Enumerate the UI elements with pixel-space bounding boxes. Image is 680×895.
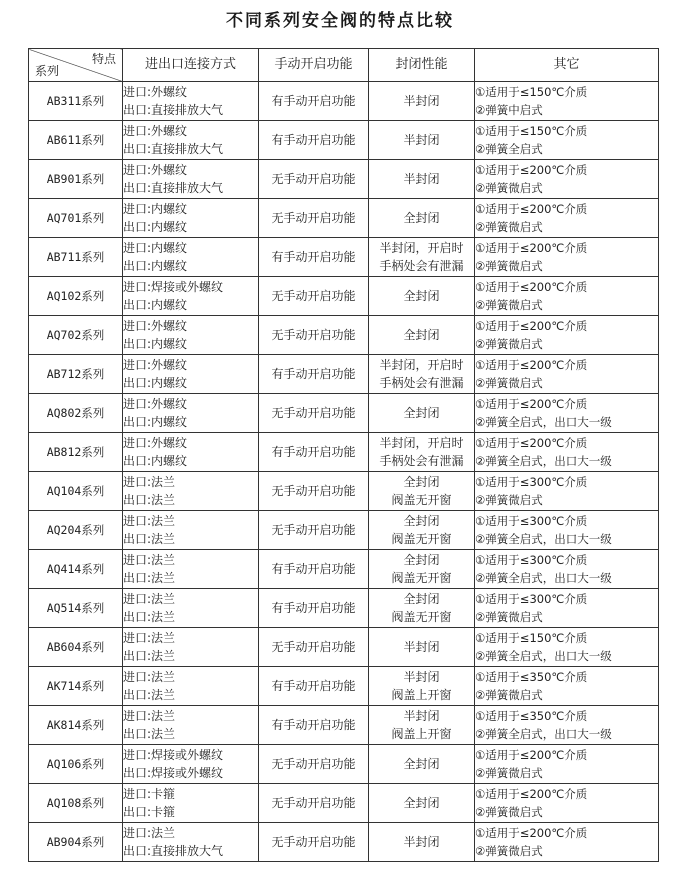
outlet-text: 出口:内螺纹 (123, 415, 188, 429)
table-row (29, 355, 659, 394)
ports-cell (123, 784, 259, 823)
inlet-text: 进口:法兰 (123, 670, 176, 684)
table-row (29, 433, 659, 472)
header-other: 其它 (475, 49, 659, 82)
other-text-1: ①适用于≤150℃介质 (475, 124, 588, 138)
other-cell (475, 745, 659, 784)
inlet-text: 进口:法兰 (123, 826, 176, 840)
inlet-text: 进口:法兰 (123, 475, 176, 489)
series-name: AB311系列 (46, 94, 105, 108)
table-row (29, 706, 659, 745)
outlet-text: 出口:内螺纹 (123, 259, 188, 273)
seal-cell (369, 511, 475, 550)
seal-cell (369, 355, 475, 394)
manual-text: 有手动开启功能 (271, 601, 356, 615)
seal-cell (369, 316, 475, 355)
other-text-2: ②弹簧中启式 (475, 103, 543, 117)
manual-text: 无手动开启功能 (271, 211, 356, 225)
series-name: AB901系列 (46, 172, 105, 186)
ports-cell (123, 433, 259, 472)
manual-text: 无手动开启功能 (271, 523, 356, 537)
seal-text-1: 全封闭 (403, 211, 440, 225)
series-name: AQ514系列 (46, 601, 105, 615)
header-manual: 手动开启功能 (259, 49, 369, 82)
outlet-text: 出口:直接排放大气 (123, 844, 224, 858)
manual-cell (259, 160, 369, 199)
series-cell (29, 745, 123, 784)
table-row (29, 745, 659, 784)
manual-cell (259, 121, 369, 160)
seal-text-1: 半封闭 (403, 94, 440, 108)
other-cell (475, 706, 659, 745)
series-cell (29, 238, 123, 277)
series-name: AQ701系列 (46, 211, 105, 225)
seal-cell (369, 784, 475, 823)
other-text-1: ①适用于≤200℃介质 (475, 358, 588, 372)
table-row (29, 511, 659, 550)
seal-cell (369, 199, 475, 238)
table-row (29, 784, 659, 823)
series-name: AQ414系列 (46, 562, 105, 576)
manual-cell (259, 316, 369, 355)
other-text-1: ①适用于≤300℃介质 (475, 592, 588, 606)
other-text-2: ②弹簧全启式，出口大一级 (475, 532, 612, 546)
manual-cell (259, 277, 369, 316)
seal-text-1: 半封闭 (403, 133, 440, 147)
outlet-text: 出口:内螺纹 (123, 220, 188, 234)
header-feature-label: 特点 (91, 52, 116, 66)
seal-cell (369, 121, 475, 160)
inlet-text: 进口:焊接或外螺纹 (123, 748, 224, 762)
other-cell (475, 238, 659, 277)
seal-text-2: 手柄处会有泄漏 (379, 454, 464, 468)
seal-cell (369, 550, 475, 589)
seal-cell (369, 472, 475, 511)
seal-text-1: 全封闭 (403, 796, 440, 810)
table-row (29, 82, 659, 121)
ports-cell (123, 823, 259, 862)
other-text-2: ②弹簧微启式 (475, 688, 543, 702)
ports-cell (123, 628, 259, 667)
ports-cell (123, 238, 259, 277)
other-cell (475, 628, 659, 667)
other-cell (475, 277, 659, 316)
header-ports: 进出口连接方式 (123, 49, 259, 82)
seal-text-2: 阀盖无开窗 (391, 571, 452, 585)
other-text-1: ①适用于≤200℃介质 (475, 241, 588, 255)
table-row (29, 316, 659, 355)
inlet-text: 进口:内螺纹 (123, 202, 188, 216)
series-cell (29, 706, 123, 745)
other-text-1: ①适用于≤300℃介质 (475, 475, 588, 489)
seal-text-1: 半封闭，开启时 (379, 436, 464, 450)
other-text-2: ②弹簧全启式，出口大一级 (475, 727, 612, 741)
table-row (29, 199, 659, 238)
manual-text: 无手动开启功能 (271, 172, 356, 186)
other-text-2: ②弹簧微启式 (475, 259, 543, 273)
series-name: AQ102系列 (46, 289, 105, 303)
inlet-text: 进口:外螺纹 (123, 397, 188, 411)
outlet-text: 出口:内螺纹 (123, 376, 188, 390)
table-row (29, 550, 659, 589)
inlet-text: 进口:法兰 (123, 631, 176, 645)
seal-text-2: 阀盖无开窗 (391, 493, 452, 507)
series-name: AB711系列 (46, 250, 105, 264)
other-text-1: ①适用于≤200℃介质 (475, 826, 588, 840)
inlet-text: 进口:焊接或外螺纹 (123, 280, 224, 294)
other-text-1: ①适用于≤150℃介质 (475, 631, 588, 645)
other-text-1: ①适用于≤300℃介质 (475, 553, 588, 567)
series-cell (29, 511, 123, 550)
manual-text: 无手动开启功能 (271, 757, 356, 771)
seal-text-1: 半封闭 (403, 835, 440, 849)
seal-text-2: 阀盖上开窗 (391, 688, 452, 702)
inlet-text: 进口:法兰 (123, 592, 176, 606)
outlet-text: 出口:内螺纹 (123, 454, 188, 468)
inlet-text: 进口:外螺纹 (123, 124, 188, 138)
outlet-text: 出口:法兰 (123, 532, 176, 546)
manual-cell (259, 706, 369, 745)
other-text-1: ①适用于≤150℃介质 (475, 85, 588, 99)
manual-text: 无手动开启功能 (271, 484, 356, 498)
seal-text-2: 手柄处会有泄漏 (379, 259, 464, 273)
ports-cell (123, 160, 259, 199)
inlet-text: 进口:法兰 (123, 514, 176, 528)
manual-cell (259, 238, 369, 277)
inlet-text: 进口:卡箍 (123, 787, 176, 801)
outlet-text: 出口:法兰 (123, 493, 176, 507)
ports-cell (123, 121, 259, 160)
series-cell (29, 160, 123, 199)
ports-cell (123, 667, 259, 706)
inlet-text: 进口:外螺纹 (123, 85, 188, 99)
series-cell (29, 628, 123, 667)
seal-text-1: 半封闭，开启时 (379, 241, 464, 255)
table-row (29, 667, 659, 706)
other-cell (475, 823, 659, 862)
manual-text: 有手动开启功能 (271, 94, 356, 108)
table-body (29, 82, 659, 862)
inlet-text: 进口:法兰 (123, 553, 176, 567)
other-cell (475, 784, 659, 823)
series-name: AK814系列 (46, 718, 105, 732)
series-name: AQ702系列 (46, 328, 105, 342)
series-cell (29, 199, 123, 238)
manual-cell (259, 472, 369, 511)
series-name: AB604系列 (46, 640, 105, 654)
series-name: AQ106系列 (46, 757, 105, 771)
other-text-1: ①适用于≤200℃介质 (475, 787, 588, 801)
series-cell (29, 472, 123, 511)
table-row (29, 628, 659, 667)
series-cell (29, 550, 123, 589)
seal-cell (369, 82, 475, 121)
other-text-1: ①适用于≤200℃介质 (475, 436, 588, 450)
manual-text: 有手动开启功能 (271, 250, 356, 264)
manual-text: 有手动开启功能 (271, 679, 356, 693)
seal-text-2: 阀盖上开窗 (391, 727, 452, 741)
seal-text-1: 全封闭 (403, 289, 440, 303)
ports-cell (123, 394, 259, 433)
manual-cell (259, 511, 369, 550)
series-name: AB904系列 (46, 835, 105, 849)
other-cell (475, 160, 659, 199)
other-cell (475, 511, 659, 550)
seal-text-1: 全封闭 (403, 475, 440, 489)
table-row (29, 472, 659, 511)
table-row (29, 394, 659, 433)
seal-text-1: 半封闭 (403, 670, 440, 684)
other-cell (475, 316, 659, 355)
outlet-text: 出口:法兰 (123, 649, 176, 663)
series-name: AQ108系列 (46, 796, 105, 810)
other-text-1: ①适用于≤200℃介质 (475, 202, 588, 216)
seal-text-1: 全封闭 (403, 553, 440, 567)
outlet-text: 出口:法兰 (123, 571, 176, 585)
other-text-2: ②弹簧微启式 (475, 181, 543, 195)
manual-text: 有手动开启功能 (271, 562, 356, 576)
other-cell (475, 121, 659, 160)
series-cell (29, 433, 123, 472)
table-row (29, 160, 659, 199)
outlet-text: 出口:内螺纹 (123, 298, 188, 312)
series-cell (29, 784, 123, 823)
seal-text-1: 全封闭 (403, 757, 440, 771)
other-cell (475, 355, 659, 394)
seal-text-2: 手柄处会有泄漏 (379, 376, 464, 390)
seal-cell (369, 394, 475, 433)
manual-text: 无手动开启功能 (271, 796, 356, 810)
seal-text-1: 全封闭 (403, 328, 440, 342)
seal-text-2: 阀盖无开窗 (391, 532, 452, 546)
ports-cell (123, 82, 259, 121)
series-cell (29, 589, 123, 628)
table-header-row (29, 49, 659, 82)
other-text-2: ②弹簧微启式 (475, 337, 543, 351)
seal-text-2: 阀盖无开窗 (391, 610, 452, 624)
manual-text: 无手动开启功能 (271, 328, 356, 342)
other-text-2: ②弹簧微启式 (475, 376, 543, 390)
outlet-text: 出口:直接排放大气 (123, 103, 224, 117)
inlet-text: 进口:内螺纹 (123, 241, 188, 255)
manual-cell (259, 823, 369, 862)
seal-cell (369, 628, 475, 667)
manual-cell (259, 745, 369, 784)
manual-text: 有手动开启功能 (271, 133, 356, 147)
manual-cell (259, 355, 369, 394)
manual-cell (259, 550, 369, 589)
other-text-2: ②弹簧微启式 (475, 844, 543, 858)
outlet-text: 出口:直接排放大气 (123, 181, 224, 195)
series-cell (29, 667, 123, 706)
seal-cell (369, 589, 475, 628)
series-name: AQ204系列 (46, 523, 105, 537)
inlet-text: 进口:外螺纹 (123, 163, 188, 177)
manual-text: 有手动开启功能 (271, 445, 356, 459)
other-cell (475, 472, 659, 511)
manual-text: 无手动开启功能 (271, 406, 356, 420)
outlet-text: 出口:内螺纹 (123, 337, 188, 351)
ports-cell (123, 355, 259, 394)
seal-cell (369, 667, 475, 706)
seal-text-1: 全封闭 (403, 406, 440, 420)
other-text-2: ②弹簧微启式 (475, 766, 543, 780)
table-row (29, 589, 659, 628)
ports-cell (123, 199, 259, 238)
other-text-2: ②弹簧全启式，出口大一级 (475, 454, 612, 468)
other-text-2: ②弹簧全启式 (475, 142, 543, 156)
series-cell (29, 277, 123, 316)
other-cell (475, 433, 659, 472)
series-cell (29, 121, 123, 160)
inlet-text: 进口:法兰 (123, 709, 176, 723)
other-text-2: ②弹簧全启式，出口大一级 (475, 649, 612, 663)
other-text-2: ②弹簧微启式 (475, 805, 543, 819)
other-cell (475, 82, 659, 121)
manual-text: 无手动开启功能 (271, 835, 356, 849)
other-cell (475, 199, 659, 238)
other-text-1: ①适用于≤300℃介质 (475, 514, 588, 528)
outlet-text: 出口:焊接或外螺纹 (123, 766, 224, 780)
ports-cell (123, 550, 259, 589)
series-name: AB611系列 (46, 133, 105, 147)
seal-text-1: 全封闭 (403, 514, 440, 528)
other-text-2: ②弹簧微启式 (475, 610, 543, 624)
header-seal: 封闭性能 (369, 49, 475, 82)
manual-text: 无手动开启功能 (271, 640, 356, 654)
comparison-table (28, 48, 659, 862)
series-name: AB712系列 (46, 367, 105, 381)
ports-cell (123, 706, 259, 745)
manual-cell (259, 433, 369, 472)
manual-text: 无手动开启功能 (271, 289, 356, 303)
other-text-1: ①适用于≤200℃介质 (475, 397, 588, 411)
seal-text-1: 半封闭，开启时 (379, 358, 464, 372)
series-cell (29, 394, 123, 433)
seal-text-1: 半封闭 (403, 640, 440, 654)
inlet-text: 进口:外螺纹 (123, 436, 188, 450)
other-text-1: ①适用于≤200℃介质 (475, 748, 588, 762)
seal-cell (369, 238, 475, 277)
other-text-2: ②弹簧微启式 (475, 220, 543, 234)
other-text-1: ①适用于≤350℃介质 (475, 709, 588, 723)
ports-cell (123, 511, 259, 550)
seal-cell (369, 160, 475, 199)
other-text-2: ②弹簧全启式，出口大一级 (475, 571, 612, 585)
other-cell (475, 394, 659, 433)
outlet-text: 出口:卡箍 (123, 805, 176, 819)
outlet-text: 出口:法兰 (123, 688, 176, 702)
series-name: AB812系列 (46, 445, 105, 459)
other-text-1: ①适用于≤200℃介质 (475, 163, 588, 177)
outlet-text: 出口:法兰 (123, 610, 176, 624)
manual-cell (259, 628, 369, 667)
seal-cell (369, 745, 475, 784)
manual-cell (259, 82, 369, 121)
series-cell (29, 823, 123, 862)
seal-text-1: 全封闭 (403, 592, 440, 606)
seal-text-1: 半封闭 (403, 172, 440, 186)
manual-cell (259, 784, 369, 823)
manual-text: 有手动开启功能 (271, 718, 356, 732)
header-series-label: 系列 (35, 64, 60, 78)
other-text-2: ②弹簧微启式 (475, 298, 543, 312)
seal-cell (369, 706, 475, 745)
table-row (29, 823, 659, 862)
manual-cell (259, 199, 369, 238)
table-row (29, 238, 659, 277)
other-cell (475, 589, 659, 628)
seal-cell (369, 433, 475, 472)
other-text-1: ①适用于≤200℃介质 (475, 280, 588, 294)
other-text-2: ②弹簧微启式 (475, 493, 543, 507)
diagonal-header-cell (29, 49, 123, 82)
ports-cell (123, 745, 259, 784)
other-text-1: ①适用于≤350℃介质 (475, 670, 588, 684)
seal-text-1: 半封闭 (403, 709, 440, 723)
table-row (29, 277, 659, 316)
manual-cell (259, 667, 369, 706)
series-name: AK714系列 (46, 679, 105, 693)
other-cell (475, 667, 659, 706)
series-cell (29, 316, 123, 355)
other-text-1: ①适用于≤200℃介质 (475, 319, 588, 333)
seal-cell (369, 277, 475, 316)
manual-cell (259, 394, 369, 433)
other-text-2: ②弹簧全启式，出口大一级 (475, 415, 612, 429)
page-title: 不同系列安全阀的特点比较 (226, 11, 454, 31)
table-row (29, 121, 659, 160)
ports-cell (123, 316, 259, 355)
series-name: AQ802系列 (46, 406, 105, 420)
inlet-text: 进口:外螺纹 (123, 319, 188, 333)
series-cell (29, 82, 123, 121)
outlet-text: 出口:直接排放大气 (123, 142, 224, 156)
other-cell (475, 550, 659, 589)
series-name: AQ104系列 (46, 484, 105, 498)
ports-cell (123, 277, 259, 316)
outlet-text: 出口:法兰 (123, 727, 176, 741)
ports-cell (123, 472, 259, 511)
ports-cell (123, 589, 259, 628)
manual-cell (259, 589, 369, 628)
manual-text: 有手动开启功能 (271, 367, 356, 381)
inlet-text: 进口:外螺纹 (123, 358, 188, 372)
seal-cell (369, 823, 475, 862)
series-cell (29, 355, 123, 394)
